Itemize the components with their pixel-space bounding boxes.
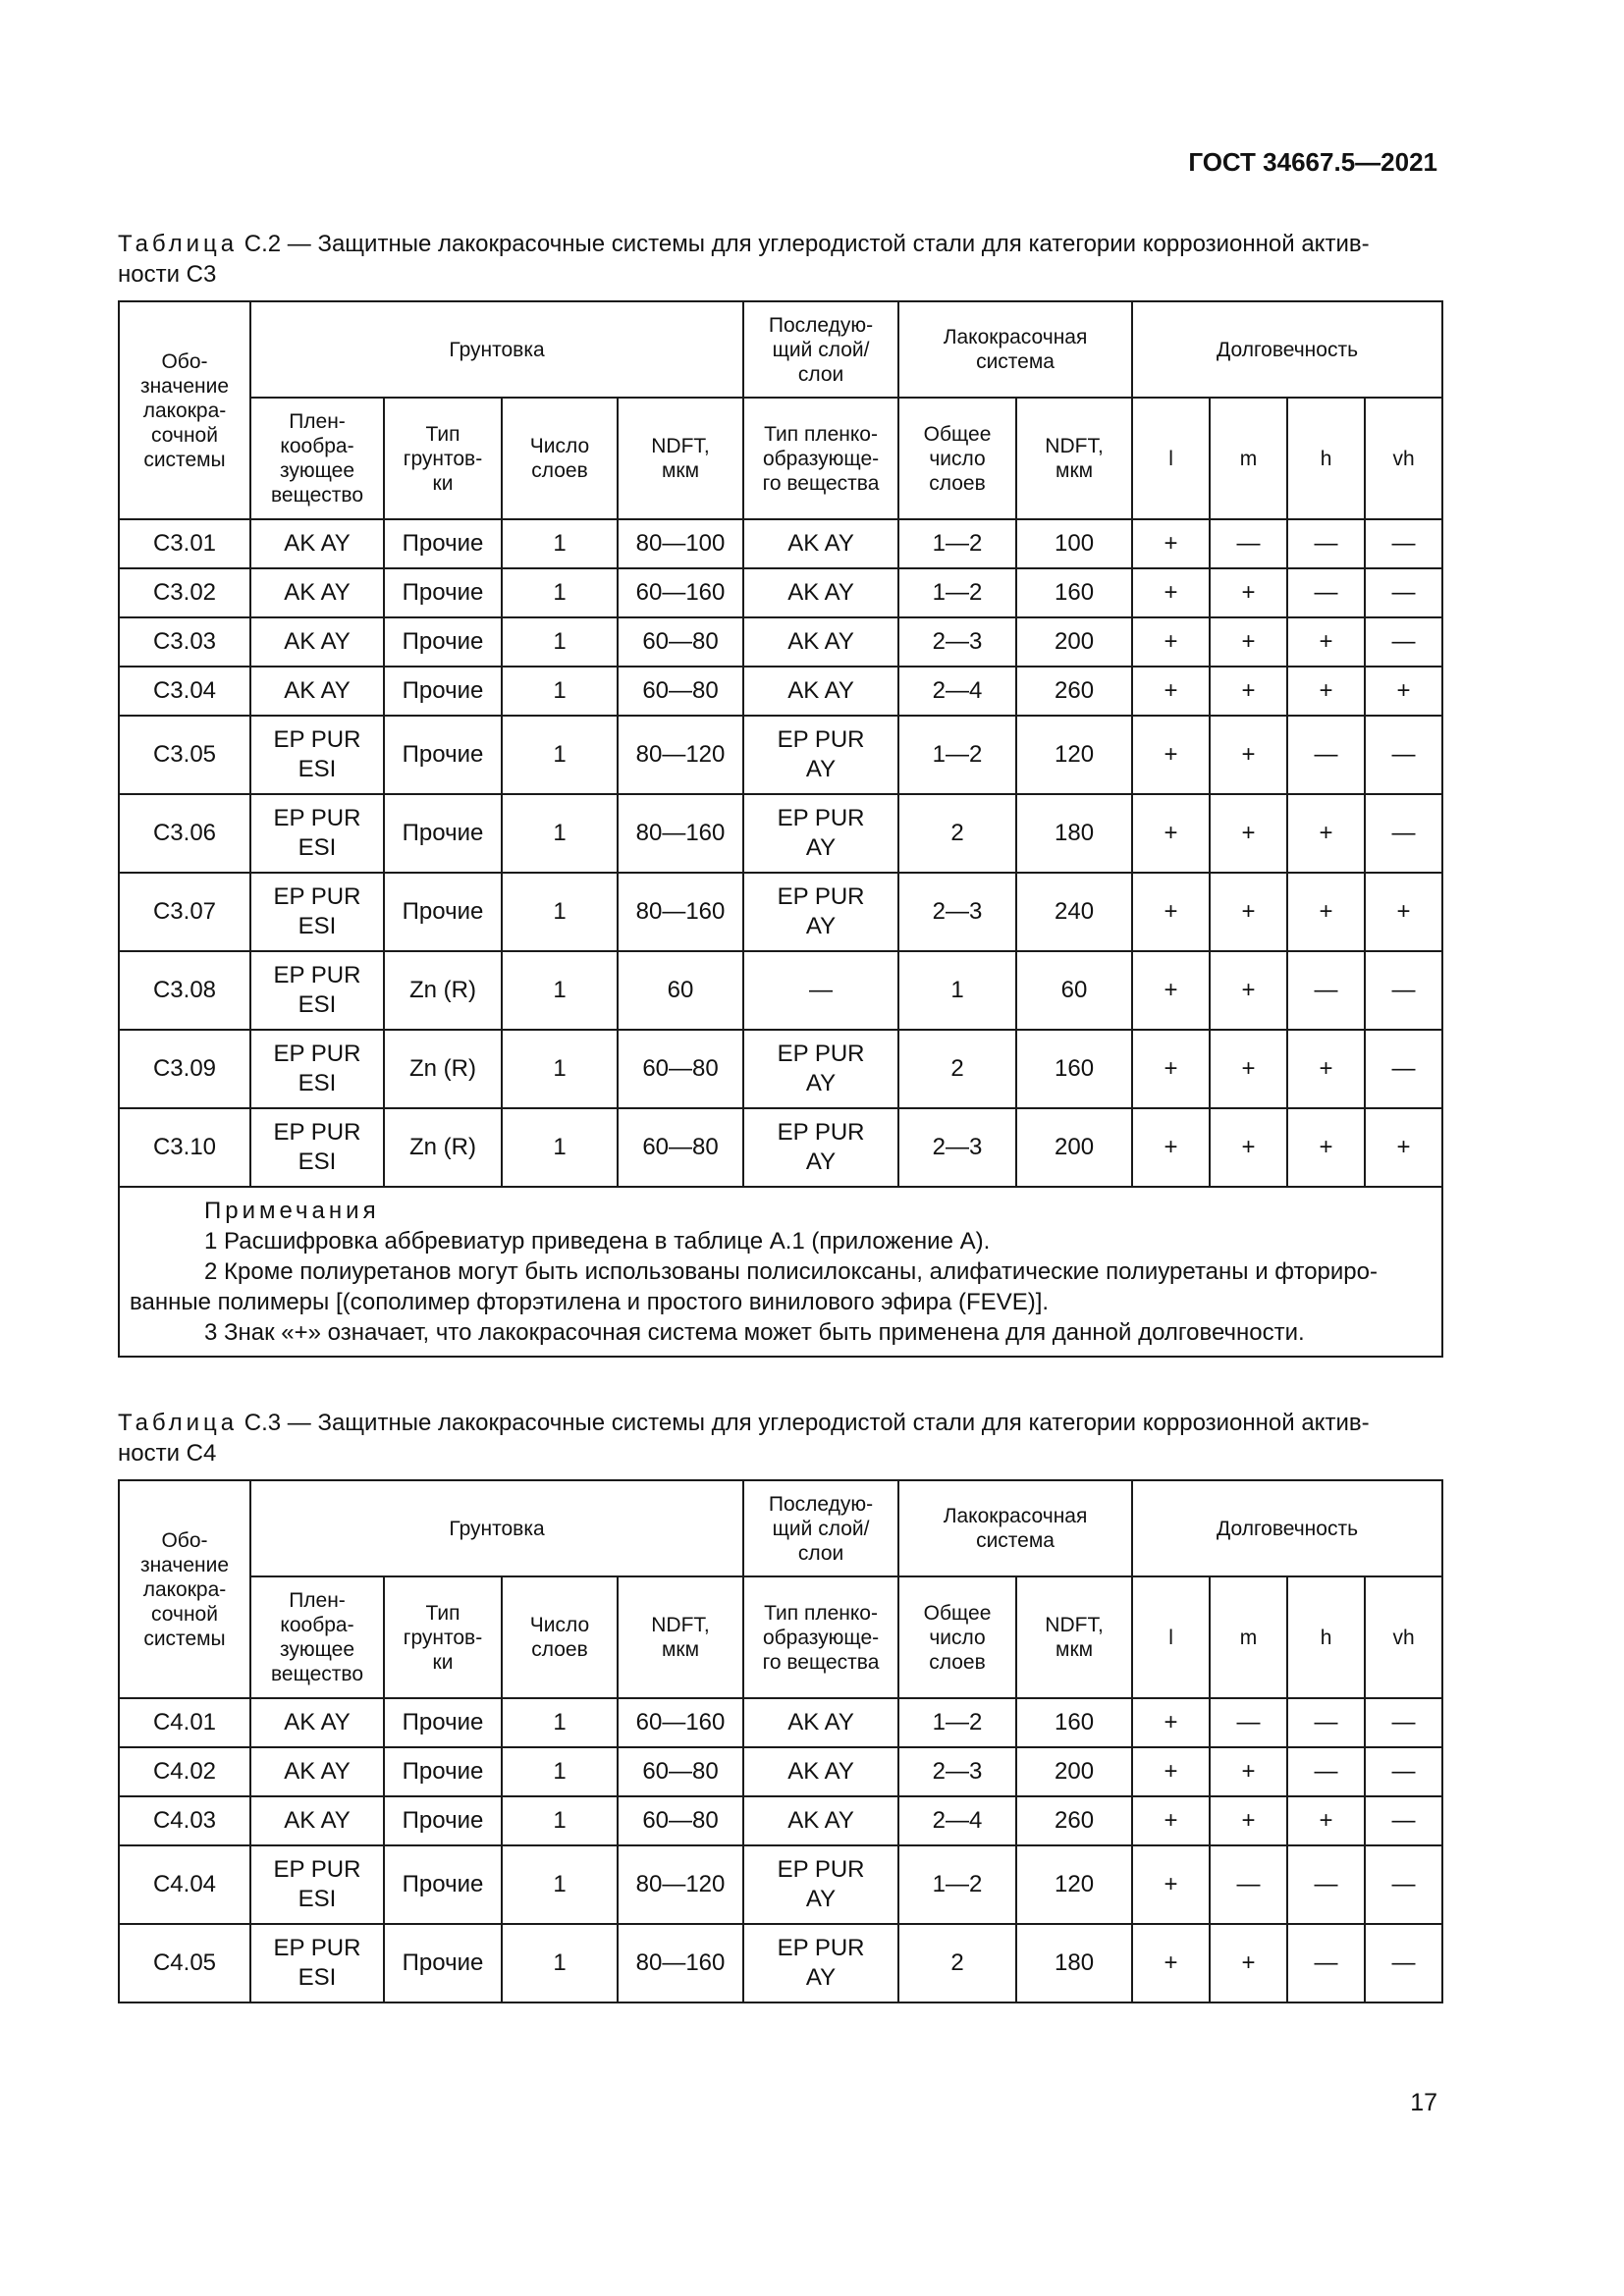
designation-header: Обо- значение лакокра- сочной системы bbox=[119, 301, 250, 519]
next-layer-header: Последую- щий слой/ слои bbox=[743, 1480, 898, 1576]
durability-vh-cell: + bbox=[1365, 667, 1442, 716]
binder-cell: EP PUR ESI bbox=[250, 1108, 384, 1187]
durability-l-cell: + bbox=[1132, 1108, 1210, 1187]
durability-l-cell: + bbox=[1132, 1747, 1210, 1796]
film-type-cell: EP PUR AY bbox=[743, 1924, 898, 2002]
durability-l-cell: + bbox=[1132, 519, 1210, 568]
ndft-total-cell: 200 bbox=[1016, 1108, 1132, 1187]
table2-caption bbox=[118, 1408, 1443, 1468]
ndft-cell: 80—100 bbox=[618, 519, 743, 568]
durability-vh-header: vh bbox=[1365, 398, 1442, 519]
note-1: 1 Расшифровка аббревиатур приведена в таблице А.1 (приложение А). bbox=[204, 1228, 991, 1255]
layers-cell: 1 bbox=[502, 519, 618, 568]
durability-m-cell: + bbox=[1210, 1924, 1287, 2002]
ndft-total-cell: 240 bbox=[1016, 873, 1132, 951]
durability-header: Долговечность bbox=[1132, 1480, 1442, 1576]
binder-cell: EP PUR ESI bbox=[250, 794, 384, 873]
layers-cell: 1 bbox=[502, 794, 618, 873]
ndft-total-cell: 200 bbox=[1016, 1747, 1132, 1796]
durability-l-cell: + bbox=[1132, 873, 1210, 951]
binder-cell: EP PUR ESI bbox=[250, 716, 384, 794]
durability-vh-cell: — bbox=[1365, 1924, 1442, 2002]
film-type-cell: AK AY bbox=[743, 519, 898, 568]
designation-header: Обо- значение лакокра- сочной системы bbox=[119, 1480, 250, 1698]
film-type-cell: AK AY bbox=[743, 617, 898, 667]
table1-caption-label: Таблица bbox=[118, 231, 239, 257]
durability-l-cell: + bbox=[1132, 794, 1210, 873]
designation-cell: С3.05 bbox=[119, 716, 250, 794]
durability-m-cell: — bbox=[1210, 519, 1287, 568]
durability-vh-cell: — bbox=[1365, 617, 1442, 667]
table-row bbox=[119, 1796, 1442, 1845]
primer-type-header: Тип грунтов- ки bbox=[384, 1576, 502, 1698]
durability-m-cell: + bbox=[1210, 716, 1287, 794]
primer-type-cell: Прочие bbox=[384, 667, 502, 716]
durability-vh-cell: — bbox=[1365, 951, 1442, 1030]
total-layers-cell: 1—2 bbox=[898, 519, 1016, 568]
binder-cell: AK AY bbox=[250, 568, 384, 617]
designation-cell: С3.06 bbox=[119, 794, 250, 873]
durability-vh-cell: — bbox=[1365, 519, 1442, 568]
designation-cell: С4.01 bbox=[119, 1698, 250, 1747]
durability-m-cell: + bbox=[1210, 568, 1287, 617]
durability-m-cell: — bbox=[1210, 1698, 1287, 1747]
durability-m-cell: + bbox=[1210, 667, 1287, 716]
designation-cell: С3.04 bbox=[119, 667, 250, 716]
durability-h-header: h bbox=[1287, 398, 1365, 519]
ndft-total-cell: 180 bbox=[1016, 1924, 1132, 2002]
durability-h-cell: — bbox=[1287, 1845, 1365, 1924]
primer-type-cell: Прочие bbox=[384, 519, 502, 568]
durability-h-cell: + bbox=[1287, 1796, 1365, 1845]
durability-h-header: h bbox=[1287, 1576, 1365, 1698]
layers-cell: 1 bbox=[502, 1924, 618, 2002]
total-layers-cell: 2—3 bbox=[898, 1747, 1016, 1796]
film-type-cell: EP PUR AY bbox=[743, 873, 898, 951]
total-layers-header: Общее число слоев bbox=[898, 398, 1016, 519]
film-type-cell: EP PUR AY bbox=[743, 1108, 898, 1187]
table1-caption-text: С.2 — Защитные лакокрасочные системы для углеродистой стали для категории коррозионной актив- bbox=[244, 231, 1370, 257]
durability-h-cell: — bbox=[1287, 1747, 1365, 1796]
film-type-header: Тип пленко- образующе- го вещества bbox=[743, 1576, 898, 1698]
durability-l-header: l bbox=[1132, 1576, 1210, 1698]
next-layer-header: Последую- щий слой/ слои bbox=[743, 301, 898, 398]
layers-cell: 1 bbox=[502, 1845, 618, 1924]
durability-m-cell: + bbox=[1210, 873, 1287, 951]
paint-system-header: Лакокрасочная система bbox=[898, 301, 1132, 398]
binder-cell: EP PUR ESI bbox=[250, 1845, 384, 1924]
layers-cell: 1 bbox=[502, 716, 618, 794]
binder-header: Плен- кообра- зующее вещество bbox=[250, 1576, 384, 1698]
film-type-cell: AK AY bbox=[743, 1796, 898, 1845]
designation-cell: С3.07 bbox=[119, 873, 250, 951]
designation-cell: С4.04 bbox=[119, 1845, 250, 1924]
layers-cell: 1 bbox=[502, 617, 618, 667]
total-layers-cell: 2—3 bbox=[898, 873, 1016, 951]
ndft-cell: 60—80 bbox=[618, 1747, 743, 1796]
table-row bbox=[119, 568, 1442, 617]
ndft-total-cell: 200 bbox=[1016, 617, 1132, 667]
designation-cell: С3.10 bbox=[119, 1108, 250, 1187]
total-layers-cell: 2—3 bbox=[898, 1108, 1016, 1187]
durability-l-cell: + bbox=[1132, 1698, 1210, 1747]
ndft-cell: 60—80 bbox=[618, 1030, 743, 1108]
primer-type-cell: Прочие bbox=[384, 1747, 502, 1796]
layers-cell: 1 bbox=[502, 951, 618, 1030]
total-layers-cell: 1 bbox=[898, 951, 1016, 1030]
primer-type-cell: Zn (R) bbox=[384, 1108, 502, 1187]
durability-vh-cell: + bbox=[1365, 1108, 1442, 1187]
binder-cell: EP PUR ESI bbox=[250, 951, 384, 1030]
designation-cell: С4.05 bbox=[119, 1924, 250, 2002]
paint-system-header: Лакокрасочная система bbox=[898, 1480, 1132, 1576]
durability-vh-header: vh bbox=[1365, 1576, 1442, 1698]
ndft-total-cell: 100 bbox=[1016, 519, 1132, 568]
binder-cell: AK AY bbox=[250, 1698, 384, 1747]
total-layers-cell: 1—2 bbox=[898, 716, 1016, 794]
ndft-cell: 80—160 bbox=[618, 794, 743, 873]
table1-caption-text-2: ности С3 bbox=[118, 261, 217, 288]
ndft-total-cell: 60 bbox=[1016, 951, 1132, 1030]
table-row bbox=[119, 951, 1442, 1030]
film-type-cell: AK AY bbox=[743, 1747, 898, 1796]
layers-header: Число слоев bbox=[502, 1576, 618, 1698]
table-row bbox=[119, 1698, 1442, 1747]
primer-type-cell: Прочие bbox=[384, 1796, 502, 1845]
ndft-header: NDFT, мкм bbox=[618, 1576, 743, 1698]
durability-h-cell: + bbox=[1287, 667, 1365, 716]
film-type-cell: AK AY bbox=[743, 568, 898, 617]
film-type-cell: AK AY bbox=[743, 667, 898, 716]
table2-body bbox=[119, 1698, 1442, 2002]
notes-title: Примечания bbox=[204, 1198, 380, 1224]
film-type-cell: EP PUR AY bbox=[743, 1845, 898, 1924]
table2-caption-text-2: ности С4 bbox=[118, 1440, 217, 1467]
durability-l-cell: + bbox=[1132, 617, 1210, 667]
total-layers-cell: 2 bbox=[898, 794, 1016, 873]
durability-vh-cell: — bbox=[1365, 1845, 1442, 1924]
table-row bbox=[119, 873, 1442, 951]
durability-h-cell: — bbox=[1287, 716, 1365, 794]
film-type-cell: AK AY bbox=[743, 1698, 898, 1747]
table-row bbox=[119, 1108, 1442, 1187]
designation-cell: С3.02 bbox=[119, 568, 250, 617]
note-3: 3 Знак «+» означает, что лакокрасочная система может быть применена для данной долговечности. bbox=[204, 1319, 1305, 1346]
durability-l-cell: + bbox=[1132, 1796, 1210, 1845]
designation-cell: С3.01 bbox=[119, 519, 250, 568]
durability-header: Долговечность bbox=[1132, 301, 1442, 398]
durability-h-cell: — bbox=[1287, 519, 1365, 568]
table2-caption-label: Таблица bbox=[118, 1410, 239, 1436]
total-layers-cell: 2—3 bbox=[898, 617, 1016, 667]
durability-m-cell: + bbox=[1210, 794, 1287, 873]
durability-l-cell: + bbox=[1132, 1030, 1210, 1108]
table-row bbox=[119, 1845, 1442, 1924]
durability-h-cell: — bbox=[1287, 1698, 1365, 1747]
ndft-total-cell: 160 bbox=[1016, 568, 1132, 617]
layers-cell: 1 bbox=[502, 1030, 618, 1108]
designation-cell: С3.03 bbox=[119, 617, 250, 667]
durability-l-cell: + bbox=[1132, 667, 1210, 716]
table-row bbox=[119, 716, 1442, 794]
durability-vh-cell: — bbox=[1365, 716, 1442, 794]
ndft-header: NDFT, мкм bbox=[618, 398, 743, 519]
table1-caption bbox=[118, 229, 1443, 290]
ndft-cell: 80—120 bbox=[618, 716, 743, 794]
binder-cell: AK AY bbox=[250, 519, 384, 568]
ndft-cell: 60—80 bbox=[618, 1796, 743, 1845]
primer-type-cell: Прочие bbox=[384, 568, 502, 617]
total-layers-cell: 2—4 bbox=[898, 1796, 1016, 1845]
primer-header: Грунтовка bbox=[250, 1480, 743, 1576]
film-type-cell: — bbox=[743, 951, 898, 1030]
primer-type-cell: Прочие bbox=[384, 1698, 502, 1747]
total-layers-cell: 1—2 bbox=[898, 1698, 1016, 1747]
durability-vh-cell: — bbox=[1365, 568, 1442, 617]
durability-vh-cell: — bbox=[1365, 1747, 1442, 1796]
ndft-total-header: NDFT, мкм bbox=[1016, 398, 1132, 519]
durability-l-cell: + bbox=[1132, 951, 1210, 1030]
durability-h-cell: — bbox=[1287, 568, 1365, 617]
durability-vh-cell: + bbox=[1365, 873, 1442, 951]
ndft-total-cell: 120 bbox=[1016, 1845, 1132, 1924]
layers-cell: 1 bbox=[502, 873, 618, 951]
durability-vh-cell: — bbox=[1365, 1698, 1442, 1747]
film-type-header: Тип пленко- образующе- го вещества bbox=[743, 398, 898, 519]
ndft-total-cell: 260 bbox=[1016, 667, 1132, 716]
durability-h-cell: + bbox=[1287, 794, 1365, 873]
binder-cell: EP PUR ESI bbox=[250, 1924, 384, 2002]
binder-cell: AK AY bbox=[250, 1796, 384, 1845]
ndft-total-header: NDFT, мкм bbox=[1016, 1576, 1132, 1698]
table-row bbox=[119, 519, 1442, 568]
durability-m-cell: — bbox=[1210, 1845, 1287, 1924]
durability-h-cell: + bbox=[1287, 617, 1365, 667]
table-row bbox=[119, 1030, 1442, 1108]
ndft-cell: 60—80 bbox=[618, 1108, 743, 1187]
ndft-total-cell: 160 bbox=[1016, 1698, 1132, 1747]
note-2: 2 Кроме полиуретанов могут быть использованы полисилоксаны, алифатические полиуретаны и фториро- bbox=[204, 1258, 1378, 1285]
primer-type-cell: Прочие bbox=[384, 1845, 502, 1924]
table-row bbox=[119, 617, 1442, 667]
ndft-cell: 60 bbox=[618, 951, 743, 1030]
layers-cell: 1 bbox=[502, 1747, 618, 1796]
durability-m-cell: + bbox=[1210, 617, 1287, 667]
durability-l-cell: + bbox=[1132, 1924, 1210, 2002]
durability-m-cell: + bbox=[1210, 1796, 1287, 1845]
ndft-total-cell: 120 bbox=[1016, 716, 1132, 794]
durability-m-cell: + bbox=[1210, 1030, 1287, 1108]
durability-h-cell: — bbox=[1287, 1924, 1365, 2002]
ndft-cell: 80—160 bbox=[618, 1924, 743, 2002]
primer-type-cell: Прочие bbox=[384, 716, 502, 794]
ndft-cell: 80—160 bbox=[618, 873, 743, 951]
page-number: 17 bbox=[1410, 2089, 1437, 2116]
durability-l-header: l bbox=[1132, 398, 1210, 519]
primer-type-cell: Прочие bbox=[384, 794, 502, 873]
durability-l-cell: + bbox=[1132, 568, 1210, 617]
primer-header: Грунтовка bbox=[250, 301, 743, 398]
layers-cell: 1 bbox=[502, 667, 618, 716]
table1-body bbox=[119, 519, 1442, 1187]
ndft-cell: 80—120 bbox=[618, 1845, 743, 1924]
ndft-cell: 60—80 bbox=[618, 667, 743, 716]
primer-type-cell: Прочие bbox=[384, 873, 502, 951]
durability-m-header: m bbox=[1210, 1576, 1287, 1698]
table2-caption-text: С.3 — Защитные лакокрасочные системы для углеродистой стали для категории коррозионной актив- bbox=[244, 1410, 1370, 1436]
durability-h-cell: + bbox=[1287, 1108, 1365, 1187]
ndft-total-cell: 160 bbox=[1016, 1030, 1132, 1108]
ndft-total-cell: 180 bbox=[1016, 794, 1132, 873]
table-row bbox=[119, 1747, 1442, 1796]
document-code: ГОСТ 34667.5—2021 bbox=[1188, 147, 1437, 177]
designation-cell: С3.09 bbox=[119, 1030, 250, 1108]
layers-cell: 1 bbox=[502, 568, 618, 617]
layers-cell: 1 bbox=[502, 1796, 618, 1845]
table2 bbox=[118, 1479, 1443, 2003]
layers-header: Число слоев bbox=[502, 398, 618, 519]
durability-vh-cell: — bbox=[1365, 1796, 1442, 1845]
table1-notes bbox=[119, 1187, 1442, 1357]
durability-h-cell: + bbox=[1287, 873, 1365, 951]
primer-type-cell: Zn (R) bbox=[384, 1030, 502, 1108]
durability-h-cell: — bbox=[1287, 951, 1365, 1030]
designation-cell: С4.03 bbox=[119, 1796, 250, 1845]
ndft-cell: 60—80 bbox=[618, 617, 743, 667]
table-row bbox=[119, 667, 1442, 716]
table-row bbox=[119, 1924, 1442, 2002]
binder-cell: AK AY bbox=[250, 1747, 384, 1796]
primer-type-cell: Прочие bbox=[384, 1924, 502, 2002]
durability-m-cell: + bbox=[1210, 951, 1287, 1030]
designation-cell: С3.08 bbox=[119, 951, 250, 1030]
durability-vh-cell: — bbox=[1365, 794, 1442, 873]
table-row bbox=[119, 794, 1442, 873]
total-layers-cell: 2 bbox=[898, 1924, 1016, 2002]
durability-m-cell: + bbox=[1210, 1108, 1287, 1187]
binder-cell: AK AY bbox=[250, 667, 384, 716]
durability-m-header: m bbox=[1210, 398, 1287, 519]
total-layers-cell: 2 bbox=[898, 1030, 1016, 1108]
film-type-cell: EP PUR AY bbox=[743, 1030, 898, 1108]
layers-cell: 1 bbox=[502, 1108, 618, 1187]
table1 bbox=[118, 300, 1443, 1358]
film-type-cell: EP PUR AY bbox=[743, 794, 898, 873]
ndft-cell: 60—160 bbox=[618, 1698, 743, 1747]
ndft-cell: 60—160 bbox=[618, 568, 743, 617]
total-layers-cell: 1—2 bbox=[898, 1845, 1016, 1924]
binder-header: Плен- кообра- зующее вещество bbox=[250, 398, 384, 519]
durability-vh-cell: — bbox=[1365, 1030, 1442, 1108]
durability-m-cell: + bbox=[1210, 1747, 1287, 1796]
total-layers-header: Общее число слоев bbox=[898, 1576, 1016, 1698]
binder-cell: EP PUR ESI bbox=[250, 1030, 384, 1108]
durability-h-cell: + bbox=[1287, 1030, 1365, 1108]
total-layers-cell: 2—4 bbox=[898, 667, 1016, 716]
total-layers-cell: 1—2 bbox=[898, 568, 1016, 617]
ndft-total-cell: 260 bbox=[1016, 1796, 1132, 1845]
durability-l-cell: + bbox=[1132, 716, 1210, 794]
note-2-continued: ванные полимеры [(сополимер фторэтилена и простого винилового эфира (FEVE)]. bbox=[130, 1289, 1050, 1315]
primer-type-cell: Прочие bbox=[384, 617, 502, 667]
designation-cell: С4.02 bbox=[119, 1747, 250, 1796]
binder-cell: AK AY bbox=[250, 617, 384, 667]
durability-l-cell: + bbox=[1132, 1845, 1210, 1924]
primer-type-cell: Zn (R) bbox=[384, 951, 502, 1030]
film-type-cell: EP PUR AY bbox=[743, 716, 898, 794]
primer-type-header: Тип грунтов- ки bbox=[384, 398, 502, 519]
layers-cell: 1 bbox=[502, 1698, 618, 1747]
binder-cell: EP PUR ESI bbox=[250, 873, 384, 951]
